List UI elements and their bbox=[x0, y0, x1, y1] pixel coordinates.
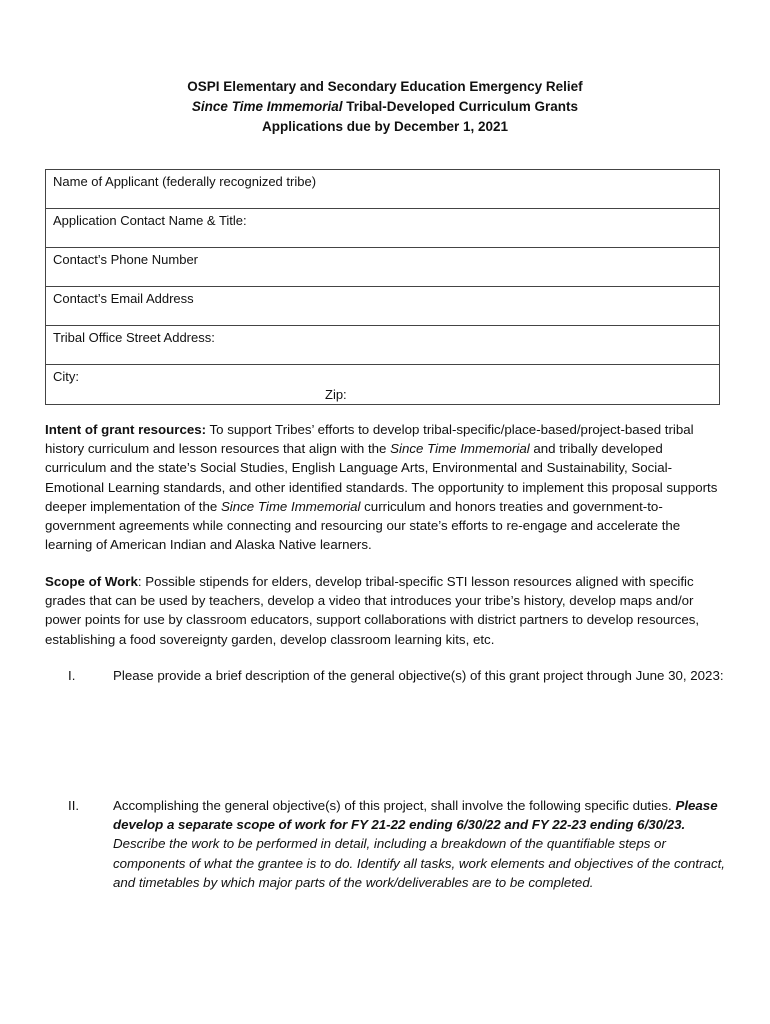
question-instruction-bold: Please develop a separate scope of work for FY 21-22 ending 6/30/22 and FY 22-23 ending 6/30/23. bbox=[113, 798, 718, 833]
intent-italic-1: Since Time Immemorial bbox=[390, 441, 530, 457]
intent-text-1: To support Tribes’ efforts to develop tribal-specific/place-based/project-based tribal history curriculum and lesson resources that align with the bbox=[45, 422, 694, 457]
applicant-name-label: Name of Applicant (federally recognized tribe) bbox=[53, 174, 317, 189]
header-subtitle-line bbox=[0, 97, 770, 117]
applicant-info-table bbox=[45, 169, 720, 405]
city-zip-field[interactable] bbox=[46, 365, 720, 405]
intent-paragraph bbox=[45, 420, 725, 554]
contact-email-field[interactable] bbox=[46, 287, 720, 326]
city-row bbox=[46, 365, 720, 405]
header-subtitle-italic: Since Time Immemorial bbox=[191, 99, 343, 114]
intent-text-2: and tribally developed curriculum and the state’s Social Studies, English Language Arts, Environmental and Sustainability, Social-Emotional Learning standards, and other identified standards. The opportunity to implement this proposal supports deeper implementation of the bbox=[45, 441, 718, 514]
intent-text-3: curriculum and honors treaties and government-to-government agreements while connecting and resourcing our state’s efforts to re-engage and accelerate the learning of American Indian and Alaska Native learners. bbox=[45, 498, 681, 553]
header-subtitle-rest: Tribal-Developed Curriculum Grants bbox=[342, 99, 579, 114]
scope-text: : Possible stipends for elders, develop tribal-specific STI lesson resources aligned with specific grades that can be used by teachers, develop a video that introduces your tribe’s history, develop maps and/or power points for use by classroom educators, support collaborations with district partners to develop resources, establishing a food sovereignty garden, develop classroom learning kits, etc. bbox=[45, 574, 700, 647]
contact-email-label: Contact’s Email Address bbox=[53, 291, 194, 306]
contact-phone-field[interactable] bbox=[46, 248, 720, 287]
phone-row bbox=[46, 248, 720, 287]
city-label: City: bbox=[53, 369, 79, 384]
question-instruction-italic: Describe the work to be performed in detail, including a breakdown of the quantifiable steps or components of what the grantee is to do. Identify all tasks, work elements and objectives of the contract, and timetables by which major parts of the work/deliverables are to be completed. bbox=[113, 836, 725, 890]
email-row bbox=[46, 287, 720, 326]
contact-name-field[interactable] bbox=[46, 209, 720, 248]
document-header bbox=[0, 77, 770, 137]
question-number: I. bbox=[68, 668, 76, 683]
header-title-line: OSPI Elementary and Secondary Education Emergency Relief bbox=[187, 79, 583, 94]
contact-phone-label: Contact’s Phone Number bbox=[53, 252, 199, 267]
intent-italic-2: Since Time Immemorial bbox=[220, 498, 361, 514]
contact-name-row bbox=[46, 209, 720, 248]
question-body bbox=[113, 796, 725, 892]
zip-label: Zip: bbox=[325, 387, 347, 402]
street-row bbox=[46, 326, 720, 365]
applicant-name-field[interactable] bbox=[46, 170, 720, 209]
intent-heading: Intent of grant resources: bbox=[45, 422, 207, 437]
scope-paragraph bbox=[45, 572, 725, 649]
applicant-row bbox=[46, 170, 720, 209]
scope-heading: Scope of Work bbox=[45, 574, 138, 589]
header-due-date: Applications due by December 1, 2021 bbox=[261, 119, 509, 134]
contact-name-label: Application Contact Name & Title: bbox=[53, 213, 247, 228]
question-number: II. bbox=[68, 798, 80, 813]
street-address-label: Tribal Office Street Address: bbox=[53, 330, 215, 345]
question-text: Accomplishing the general objective(s) of this project, shall involve the following specific duties. bbox=[113, 798, 676, 813]
question-text: Please provide a brief description of the general objective(s) of this grant project through June 30, 2023: bbox=[113, 668, 724, 683]
street-address-field[interactable] bbox=[46, 326, 720, 365]
